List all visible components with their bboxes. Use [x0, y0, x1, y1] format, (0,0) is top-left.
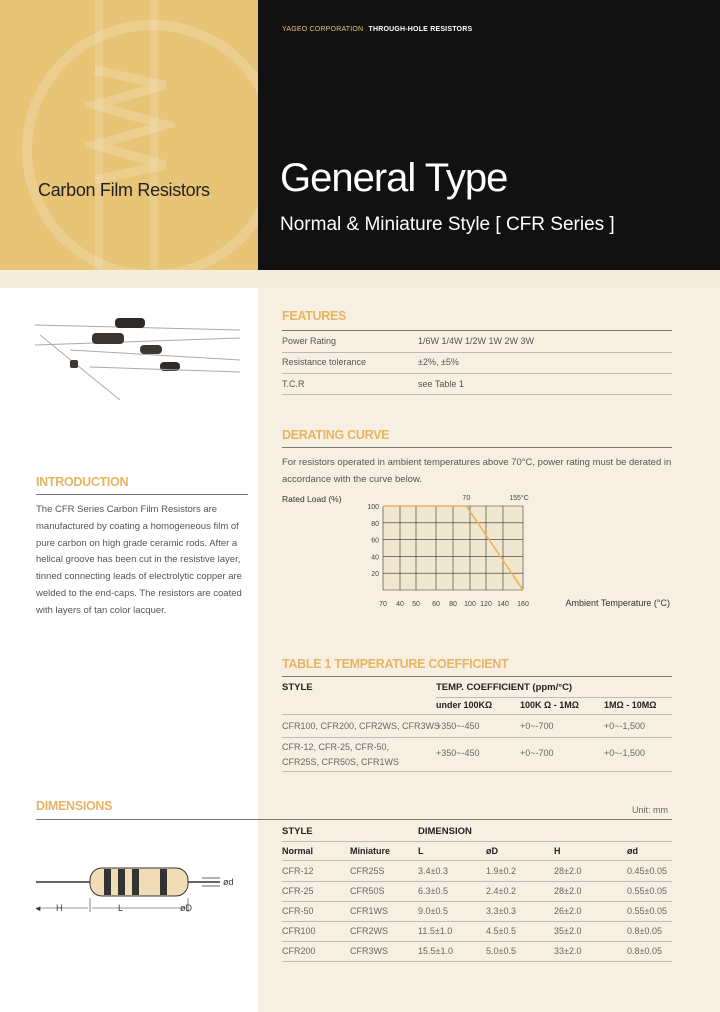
dimensions-cell: 35±2.0 [554, 926, 582, 936]
header-banner-left [0, 0, 258, 270]
feature-value: see Table 1 [418, 379, 464, 389]
feature-value: 1/6W 1/4W 1/2W 1W 2W 3W [418, 336, 535, 346]
table1-style-cell: CFR25S, CFR50S, CFR1WS [282, 757, 400, 767]
table1-style-cell: CFR100, CFR200, CFR2WS, CFR3WS [282, 721, 441, 731]
y-tick-label: 40 [371, 554, 379, 562]
dimensions-cell: 1.9±0.2 [486, 866, 516, 876]
unit-note: Unit: mm [632, 805, 668, 815]
table1-coef-header: TEMP. COEFFICIENT (ppm/°C) [436, 682, 573, 693]
table1-col-header: 100K Ω - 1MΩ [520, 700, 579, 710]
dimensions-cell: CFR100 [282, 926, 316, 936]
dimensions-cell: 0.55±0.05 [627, 886, 667, 896]
divider [282, 373, 672, 374]
dimensions-cell: 0.8±0.05 [627, 946, 662, 956]
table1-value-cell: +0~-1,500 [604, 748, 646, 758]
divider [282, 447, 672, 448]
table1-heading: TABLE 1 TEMPERATURE COEFFICIENT [282, 657, 509, 671]
divider [282, 330, 672, 331]
dimensions-cell: 6.3±0.5 [418, 886, 448, 896]
dim-label-od-big: øD [180, 903, 192, 913]
table1-value-cell: +0~-700 [520, 721, 554, 731]
dimensions-cell: CFR25S [350, 866, 385, 876]
dimensions-cell: 4.5±0.5 [486, 926, 516, 936]
divider [282, 771, 672, 772]
dimensions-cell: 0.55±0.05 [627, 906, 667, 916]
brand-name: YAGEO CORPORATION [282, 26, 364, 33]
dim-label-l: L [118, 903, 124, 913]
dimensions-cell: 0.45±0.05 [627, 866, 667, 876]
product-family-title: Carbon Film Resistors [38, 180, 210, 200]
x-tick-label: 80 [449, 601, 457, 608]
resistor-photo [30, 300, 245, 410]
dimensions-col-header: Normal [282, 846, 314, 856]
dimensions-cell: CFR2WS [350, 926, 388, 936]
derating-description: For resistors operated in ambient temperatures above 70°C, power rating must be derated in accordance with the curve below. [282, 457, 672, 485]
breadcrumb [282, 26, 472, 33]
dim-label-h: H [56, 903, 63, 913]
divider [36, 494, 248, 495]
dimensions-cell: 9.0±0.5 [418, 906, 448, 916]
divider [282, 394, 672, 395]
dimensions-cell: CFR-50 [282, 906, 314, 916]
table1-value-cell: +350~-450 [436, 748, 480, 758]
feature-value: ±2%, ±5% [418, 357, 459, 367]
annotation-label: 155°C [509, 495, 529, 502]
dimensions-style-header: STYLE [282, 826, 313, 837]
divider [436, 697, 672, 698]
category-name: THROUGH-HOLE RESISTORS [368, 26, 473, 33]
page-subtitle: Normal & Miniature Style [ CFR Series ] [280, 214, 615, 235]
x-tick-label: 40 [396, 601, 404, 608]
dimensions-cell: 2.4±0.2 [486, 886, 516, 896]
dimensions-cell: 28±2.0 [554, 886, 582, 896]
dimensions-cell: CFR-25 [282, 886, 314, 896]
derating-heading: DERATING CURVE [282, 428, 390, 442]
dimensions-col-header: L [418, 846, 424, 856]
y-tick-label: 20 [371, 571, 379, 579]
divider [282, 941, 672, 942]
divider [282, 841, 672, 842]
dimensions-cell: 0.8±0.05 [627, 926, 662, 936]
features-heading: FEATURES [282, 309, 347, 323]
table1-col-header: under 100KΩ [436, 700, 493, 710]
introduction-heading: INTRODUCTION [36, 475, 129, 489]
table1-style-cell: CFR-12, CFR-25, CFR-50, [282, 742, 390, 752]
dimensions-cell: CFR1WS [350, 906, 388, 916]
svg-text:◄: ◄ [34, 904, 42, 913]
divider [282, 737, 672, 738]
table1-value-cell: +350~-450 [436, 721, 480, 731]
y-tick-label: 100 [367, 504, 379, 511]
x-axis-label: Ambient Temperature (°C) [565, 598, 670, 608]
dimensions-cell: 5.0±0.5 [486, 946, 516, 956]
dimensions-cell: 33±2.0 [554, 946, 582, 956]
dimensions-dimension-header: DIMENSION [418, 826, 472, 837]
divider [282, 881, 672, 882]
y-tick-label: 60 [371, 537, 379, 545]
divider [282, 860, 672, 861]
dimensions-heading: DIMENSIONS [36, 799, 113, 813]
x-tick-label: 50 [412, 601, 420, 608]
dimensions-col-header: ød [627, 846, 638, 856]
page-title: General Type [280, 156, 508, 200]
x-tick-label: 160 [517, 601, 529, 608]
table1-col-header: 1MΩ - 10MΩ [604, 700, 657, 710]
feature-label: Resistance tolerance [282, 357, 367, 367]
divider [282, 961, 672, 962]
feature-label: T.C.R [282, 379, 305, 389]
dimensions-cell: CFR-12 [282, 866, 314, 876]
table1-style-header: STYLE [282, 682, 313, 693]
y-tick-label: 80 [371, 520, 379, 528]
table1-value-cell: +0~-1,500 [604, 721, 646, 731]
annotation-label: 70 [462, 495, 471, 502]
dimensions-cell: 26±2.0 [554, 906, 582, 916]
divider [282, 676, 672, 677]
x-tick-label: 60 [432, 601, 440, 608]
dimensions-cell: 3.4±0.3 [418, 866, 448, 876]
x-tick-label: 120 [480, 601, 492, 608]
dim-label-od-small: ød [223, 877, 234, 887]
dimensions-col-header: øD [486, 846, 498, 856]
content-panel [258, 288, 720, 1012]
divider [36, 819, 672, 820]
dimensions-cell: 15.5±1.0 [418, 946, 453, 956]
derating-chart [278, 486, 678, 616]
dimensions-cell: 11.5±1.0 [418, 926, 453, 936]
divider [282, 921, 672, 922]
x-tick-label: 70 [379, 601, 387, 608]
x-tick-label: 140 [497, 601, 509, 608]
dimensions-cell: CFR50S [350, 886, 385, 896]
divider [282, 714, 672, 715]
x-tick-label: 100 [464, 601, 476, 608]
dimensions-cell: 3.3±0.3 [486, 906, 516, 916]
divider [282, 901, 672, 902]
y-axis-label: Rated Load (%) [282, 494, 342, 504]
dimensions-col-header: H [554, 846, 561, 856]
introduction-text: The CFR Series Carbon Film Resistors are manufactured by coating a homogeneous film of pure carbon on high grade ceramic rods. After a helical groove has been cut in the resistive layer, tinned connecting leads of electrolytic copper are welded to the end-caps. The resistors are coated with layers of tan color lacquer. [36, 504, 242, 616]
resistor-dimension-diagram [30, 858, 245, 920]
divider [282, 352, 672, 353]
dimensions-cell: CFR3WS [350, 946, 388, 956]
dimensions-cell: 28±2.0 [554, 866, 582, 876]
table1-value-cell: +0~-700 [520, 748, 554, 758]
resistor-symbol-icon [85, 60, 175, 190]
dimensions-col-header: Miniature [350, 846, 391, 856]
feature-label: Power Rating [282, 336, 337, 346]
dimensions-cell: CFR200 [282, 946, 316, 956]
header-banner-right [258, 0, 720, 270]
divider-strip [0, 270, 720, 288]
